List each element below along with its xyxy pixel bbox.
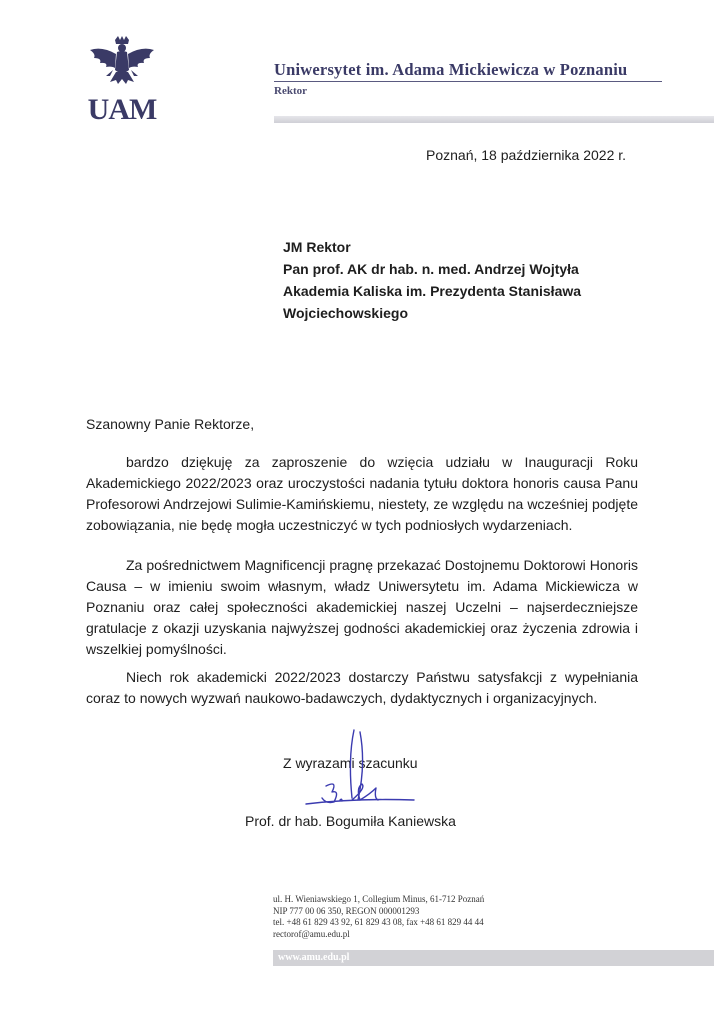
header-band [274,116,714,123]
paragraph-text: bardzo dziękuję za zaproszenie do wzięcia udziału w Inauguracji Roku Akademickiego 2022/2023 oraz uroczystości nadania tytułu doktora honoris causa Panu Profesorowi Andrzejowi Sulimie-Kamińskiemu, niestety, ze względu na wcześniej podjęte zobowiązania, nie będę mogła uczestniczyć w tych podniosłych wydarzeniach. [86,454,638,533]
paragraph-text: Niech rok akademicki 2022/2023 dostarczy Państwu satysfakcji z wypełniania coraz to nowych wyzwań naukowo-badawczych, dydaktycznych i organizacyjnych. [86,669,638,706]
footer-ids: NIP 777 00 06 350, REGON 000001293 [273,905,420,916]
logo-wordmark: UAM [87,93,157,124]
paragraph-text: Za pośrednictwem Magnificencji pragnę przekazać Dostojnemu Doktorowi Honoris Causa – w imieniu swoim własnym, władz Uniwersytetu im. Adama Mickiewicza w Poznaniu oraz całej społeczności akademickiej naszej Uczelni – najserdeczniejsze gratulacje z okazji uzyskania najwyższej godności akademickiej oraz życzenia zdrowia i wszelkiej pomyślności. [86,557,638,657]
addressee-line: Pan prof. AK dr hab. n. med. Andrzej Wojtyła [283,261,579,277]
footer-address: ul. H. Wieniawskiego 1, Collegium Minus, 61-712 Poznań [273,894,485,904]
addressee-line: Akademia Kaliska im. Prezydenta Stanisława [283,283,582,299]
eagle-icon [90,36,154,84]
footer-email: rectorof@amu.edu.pl [273,928,350,939]
closing-phrase: Z wyrazami szacunku [283,755,418,771]
addressee-line: JM Rektor [283,239,351,255]
handwritten-signature [296,728,426,812]
addressee-block [283,236,581,324]
letter-date: Poznań, 18 października 2022 r. [426,147,627,163]
university-name: Uniwersytet im. Adama Mickiewicza w Poznaniu [274,60,628,79]
website-link[interactable]: www.amu.edu.pl [278,952,350,963]
footer-phones: tel. +48 61 829 43 92, 61 829 43 08, fax +48 61 829 44 44 [273,917,484,927]
body-paragraph [86,555,638,660]
addressee-line: Wojciechowskiego [283,305,408,321]
salutation: Szanowny Panie Rektorze, [86,416,255,432]
signer-name: Prof. dr hab. Bogumiła Kaniewska [245,813,456,829]
uam-logo [82,36,162,124]
office-title: Rektor [274,85,307,97]
footer-contact [273,894,484,940]
body-paragraph [86,452,638,536]
header-rule [274,81,662,82]
body-paragraph [86,667,638,709]
